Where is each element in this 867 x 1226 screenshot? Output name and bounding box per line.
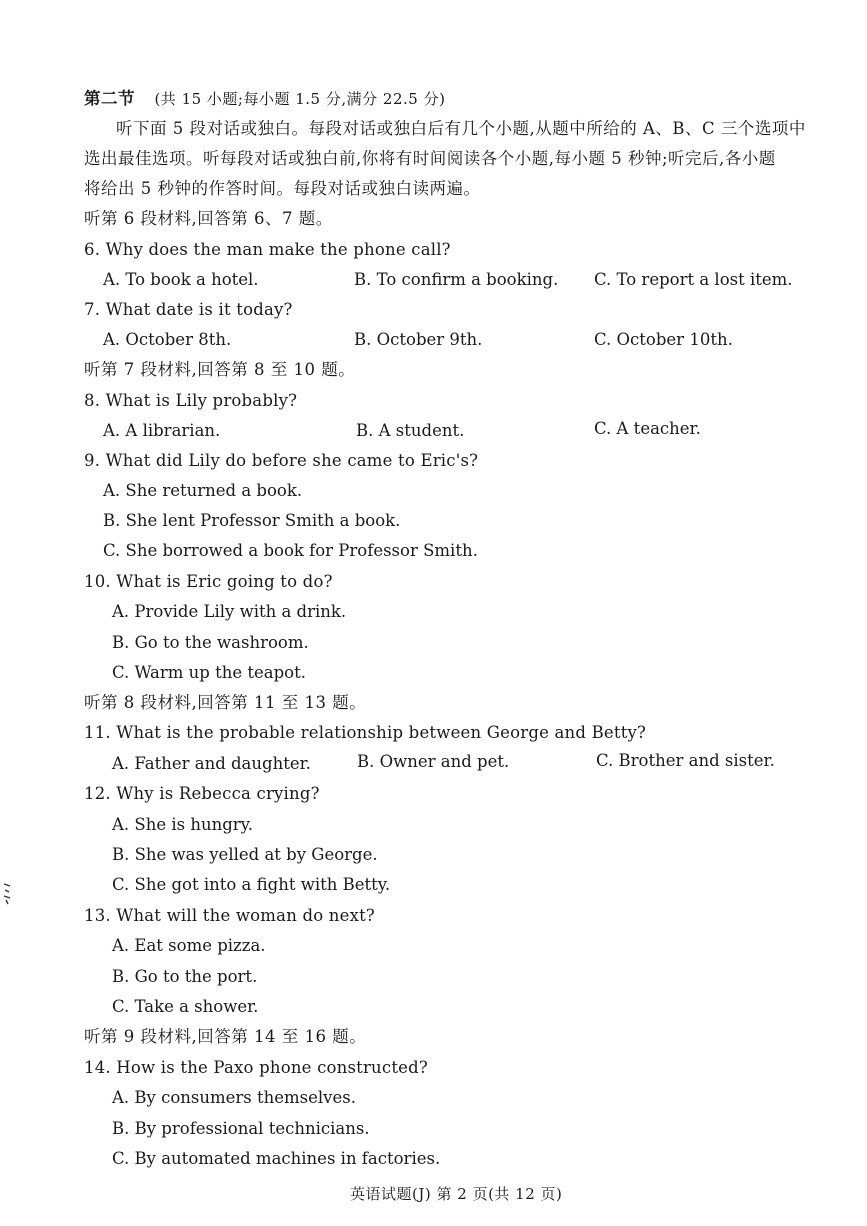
section-title: 第二节	[84, 89, 135, 108]
question-6: 6. Why does the man make the phone call?	[84, 240, 451, 259]
option-7a[interactable]: A. October 8th.	[103, 330, 232, 349]
section-meta: (共 15 小题;每小题 1.5 分,满分 22.5 分)	[154, 90, 446, 108]
option-10b[interactable]: B. Go to the washroom.	[112, 633, 309, 652]
option-14a[interactable]: A. By consumers themselves.	[112, 1088, 356, 1107]
option-13a[interactable]: A. Eat some pizza.	[112, 936, 266, 955]
group-header: 听第 8 段材料,回答第 11 至 13 题。	[84, 693, 367, 712]
option-11b[interactable]: B. Owner and pet.	[357, 752, 510, 771]
option-6b[interactable]: B. To confirm a booking.	[354, 270, 559, 289]
group-header: 听第 7 段材料,回答第 8 至 10 题。	[84, 360, 356, 379]
margin-scan-mark	[2, 880, 12, 906]
option-12a[interactable]: A. She is hungry.	[112, 815, 254, 834]
option-14b[interactable]: B. By professional technicians.	[112, 1119, 370, 1138]
question-11: 11. What is the probable relationship between George and Betty?	[84, 723, 647, 742]
section-header	[84, 88, 445, 110]
question-8: 8. What is Lily probably?	[84, 391, 298, 410]
question-10: 10. What is Eric going to do?	[84, 572, 333, 591]
option-9b[interactable]: B. She lent Professor Smith a book.	[103, 511, 401, 530]
page-footer: 英语试题(J) 第 2 页(共 12 页)	[350, 1185, 563, 1203]
option-8a[interactable]: A. A librarian.	[103, 421, 221, 440]
option-11a[interactable]: A. Father and daughter.	[112, 754, 311, 773]
option-12b[interactable]: B. She was yelled at by George.	[112, 845, 378, 864]
question-9: 9. What did Lily do before she came to Eric's?	[84, 451, 479, 470]
option-13c[interactable]: C. Take a shower.	[112, 997, 259, 1016]
option-11c[interactable]: C. Brother and sister.	[596, 751, 775, 770]
option-14c[interactable]: C. By automated machines in factories.	[112, 1149, 441, 1168]
option-8b[interactable]: B. A student.	[356, 421, 465, 440]
margin-mark-icon	[2, 880, 12, 906]
option-6c[interactable]: C. To report a lost item.	[594, 270, 793, 289]
option-12c[interactable]: C. She got into a fight with Betty.	[112, 875, 391, 894]
question-14: 14. How is the Paxo phone constructed?	[84, 1058, 428, 1077]
option-7b[interactable]: B. October 9th.	[354, 330, 483, 349]
question-12: 12. Why is Rebecca crying?	[84, 784, 320, 803]
option-8c[interactable]: C. A teacher.	[594, 419, 701, 438]
option-9a[interactable]: A. She returned a book.	[103, 481, 303, 500]
group-header: 听第 6 段材料,回答第 6、7 题。	[84, 209, 333, 228]
instruction-line: 将给出 5 秒钟的作答时间。每段对话或独白读两遍。	[84, 179, 481, 198]
instruction-line: 选出最佳选项。听每段对话或独白前,你将有时间阅读各个小题,每小题 5 秒钟;听完后,各小题	[84, 149, 776, 168]
option-13b[interactable]: B. Go to the port.	[112, 967, 258, 986]
option-10a[interactable]: A. Provide Lily with a drink.	[112, 602, 347, 621]
option-6a[interactable]: A. To book a hotel.	[103, 270, 259, 289]
question-7: 7. What date is it today?	[84, 300, 293, 319]
group-header: 听第 9 段材料,回答第 14 至 16 题。	[84, 1027, 367, 1046]
option-10c[interactable]: C. Warm up the teapot.	[112, 663, 306, 682]
question-13: 13. What will the woman do next?	[84, 906, 375, 925]
option-7c[interactable]: C. October 10th.	[594, 330, 733, 349]
instruction-line: 听下面 5 段对话或独白。每段对话或独白后有几个小题,从题中所给的 A、B、C 三个选项中	[116, 119, 806, 138]
option-9c[interactable]: C. She borrowed a book for Professor Smith.	[103, 541, 478, 560]
